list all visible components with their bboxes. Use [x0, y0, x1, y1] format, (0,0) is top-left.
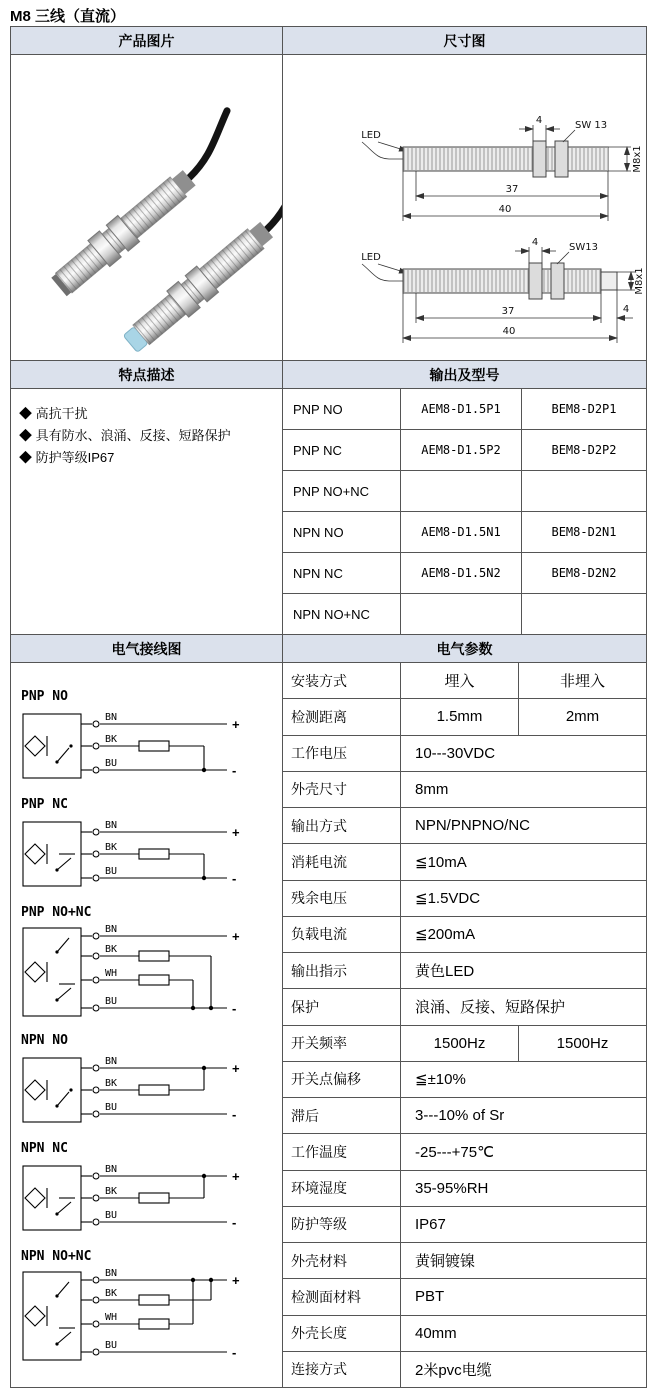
output-type: NPN NO: [283, 512, 401, 552]
param-row: [283, 1243, 646, 1279]
page-title: M8 三线（直流）: [10, 8, 126, 25]
features-models-row: [11, 389, 646, 635]
wiring-schematic: [21, 814, 256, 898]
param-label: 负载电流: [283, 917, 401, 952]
wiring-title: NPN NC: [21, 1141, 68, 1156]
feature-item: ◆ 防护等级IP67: [19, 449, 115, 465]
dimension-drawing: [283, 55, 646, 360]
param-label: 消耗电流: [283, 844, 401, 879]
wiring-schematic: [21, 706, 256, 790]
param-row: [283, 808, 646, 844]
wire-label: BK: [105, 1288, 118, 1299]
wire-label: BN: [105, 924, 118, 935]
plus-terminal: +: [232, 825, 240, 840]
led-label: LED: [361, 130, 381, 141]
param-label: 外壳尺寸: [283, 772, 401, 807]
param-row: [283, 844, 646, 880]
wiring-diagrams: [11, 663, 283, 1387]
models-table: [283, 389, 646, 634]
param-label: 滞后: [283, 1098, 401, 1133]
param-label: 外壳长度: [283, 1316, 401, 1351]
dimension-header: 尺寸图: [283, 27, 646, 54]
wiring-title: NPN NO+NC: [21, 1249, 92, 1264]
output-type: NPN NC: [283, 553, 401, 593]
param-label: 保护: [283, 989, 401, 1024]
param-row: [283, 1062, 646, 1098]
wire-label: BK: [105, 944, 118, 955]
dim-4-tip-label: 4: [622, 304, 630, 315]
plus-terminal: +: [232, 929, 240, 944]
wire-label: BN: [105, 712, 118, 723]
wiring-diagram-pnp-no-nc: [21, 905, 282, 1026]
wire-label: BK: [105, 734, 118, 745]
nonflush-model: BEM8-D2N1: [551, 525, 617, 539]
header-row-3: [11, 635, 646, 663]
params-cell: [283, 663, 646, 1387]
param-label: 外壳材料: [283, 1243, 401, 1278]
wiring-title: PNP NO: [21, 689, 68, 704]
minus-terminal: -: [232, 871, 237, 886]
param-value: 35-95%RH: [415, 1179, 489, 1197]
param-label: 环境湿度: [283, 1171, 401, 1206]
param-value-nonflush: 1500Hz: [556, 1034, 609, 1052]
header-row-1: [11, 27, 646, 55]
dim-37-label: 37: [505, 184, 519, 195]
param-value: ≦10mA: [415, 853, 467, 871]
wiring-title: NPN NO: [21, 1033, 68, 1048]
wiring-diagram-pnp-nc: [21, 797, 282, 898]
model-row: [283, 471, 646, 512]
flush-model: [401, 471, 522, 511]
wire-label: BN: [105, 820, 118, 831]
param-label: 检测距离: [283, 699, 401, 734]
flush-model: AEM8-D1.5P1: [401, 389, 522, 429]
wiring-schematic: [21, 922, 256, 1026]
param-value: 8mm: [415, 780, 449, 798]
wire-label: BK: [105, 842, 118, 853]
wire-label: BU: [105, 866, 118, 877]
plus-terminal: +: [232, 1273, 240, 1288]
param-row: [283, 1207, 646, 1243]
wire-label: BU: [105, 1340, 118, 1351]
param-row: [283, 736, 646, 772]
wiring-diagram-pnp-no: [21, 689, 282, 790]
param-label: 工作电压: [283, 736, 401, 771]
output-type: PNP NO+NC: [283, 471, 401, 511]
product-image-header: 产品图片: [11, 27, 283, 54]
param-row: [283, 1026, 646, 1062]
cable: [249, 159, 283, 229]
output-type: PNP NC: [283, 430, 401, 470]
param-value: ≦±10%: [415, 1071, 466, 1089]
minus-terminal: -: [232, 1001, 237, 1016]
param-value: 40mm: [415, 1324, 457, 1342]
param-label: 输出指示: [283, 953, 401, 988]
sw13-label: SW 13: [575, 120, 608, 131]
param-label: 开关频率: [283, 1026, 401, 1061]
param-value: ≦1.5VDC: [415, 890, 481, 908]
dim-4-label: 4: [531, 237, 539, 248]
param-row: [283, 1171, 646, 1207]
wiring-schematic: [21, 1266, 256, 1370]
wire-label: BN: [105, 1268, 118, 1279]
m8x1-label: M8x1: [632, 145, 643, 173]
param-value: IP67: [415, 1215, 446, 1233]
flush-dimension-drawing: [361, 115, 643, 221]
wire-label: BK: [105, 1186, 118, 1197]
wire-label: BN: [105, 1164, 118, 1175]
param-row: [283, 1352, 646, 1387]
wire-label: BN: [105, 1056, 118, 1067]
model-row: [283, 430, 646, 471]
nonflush-model: [522, 471, 646, 511]
minus-terminal: -: [232, 1345, 237, 1360]
param-label: 防护等级: [283, 1207, 401, 1242]
nonflush-model: BEM8-D2P2: [551, 443, 617, 457]
dim-4-label: 4: [535, 115, 543, 126]
wiring-diagram-npn-no-nc: [21, 1249, 282, 1370]
dim-40-label: 40: [498, 204, 512, 215]
param-row: [283, 1134, 646, 1170]
param-value: 黄色LED: [415, 963, 475, 981]
dim-40-label: 40: [502, 326, 516, 337]
param-value: 3---10% of Sr: [415, 1107, 505, 1125]
param-row: [283, 989, 646, 1025]
wire-label: BU: [105, 758, 118, 769]
m8x1-label: M8x1: [634, 267, 645, 295]
minus-terminal: -: [232, 1215, 237, 1230]
param-row: [283, 772, 646, 808]
model-row: [283, 594, 646, 634]
wiring-schematic: [21, 1158, 256, 1242]
param-row: [283, 1316, 646, 1352]
param-row: [283, 1098, 646, 1134]
param-value: ≦200mA: [415, 926, 476, 944]
param-row: [283, 917, 646, 953]
param-label: 工作温度: [283, 1134, 401, 1169]
param-row: [283, 953, 646, 989]
wiring-schematic: [21, 1050, 256, 1134]
wiring-diagram-npn-no: [21, 1033, 282, 1134]
param-label: 开关点偏移: [283, 1062, 401, 1097]
flush-model: AEM8-D1.5N1: [401, 512, 522, 552]
wire-label: BU: [105, 1102, 118, 1113]
output-type: PNP NO: [283, 389, 401, 429]
wire-label: BK: [105, 1078, 118, 1089]
flush-model: [401, 594, 522, 634]
wire-label: BU: [105, 1210, 118, 1221]
output-type: NPN NO+NC: [283, 594, 401, 634]
product-photo-cell: [11, 55, 283, 360]
param-row: [283, 881, 646, 917]
wire-label: BU: [105, 996, 118, 1007]
plus-terminal: +: [232, 1061, 240, 1076]
feature-item: ◆ 高抗干扰: [19, 406, 88, 421]
model-row: [283, 389, 646, 430]
wiring-params-row: [11, 663, 646, 1387]
flush-model: AEM8-D1.5P2: [401, 430, 522, 470]
image-dimension-row: [11, 55, 646, 361]
param-label: 安装方式: [283, 663, 401, 698]
product-photo: [11, 55, 283, 360]
minus-terminal: -: [232, 1107, 237, 1122]
param-value-nonflush: 2mm: [565, 708, 600, 726]
param-value: 2米pvc电缆: [415, 1361, 492, 1379]
features-header: 特点描述: [11, 361, 283, 388]
datasheet-table: [10, 26, 647, 1388]
wire-label: WH: [105, 968, 118, 979]
model-row: [283, 553, 646, 594]
param-value: 浪涌、反接、短路保护: [415, 999, 566, 1017]
flush-model: AEM8-D1.5N2: [401, 553, 522, 593]
param-row: [283, 699, 646, 735]
feature-item: ◆ 具有防水、浪涌、反接、短路保护: [19, 427, 231, 443]
plus-terminal: +: [232, 717, 240, 732]
features-list: [11, 389, 283, 634]
wiring-diagram-npn-nc: [21, 1141, 282, 1242]
param-row: [283, 663, 646, 699]
output-models-header: 输出及型号: [283, 361, 646, 388]
nonflush-model: BEM8-D2N2: [551, 566, 617, 580]
models-cell: [283, 389, 646, 634]
wiring-header: 电气接线图: [11, 635, 283, 662]
nonflush-model: [522, 594, 646, 634]
param-value-flush: 1500Hz: [401, 1026, 519, 1061]
nonflush-dimension-drawing: [361, 237, 645, 343]
header-row-2: [11, 361, 646, 389]
electrical-params-header: 电气参数: [283, 635, 646, 662]
param-value: 10---30VDC: [415, 744, 496, 762]
dim-37-label: 37: [501, 306, 515, 317]
led-label: LED: [361, 252, 381, 263]
param-value: PBT: [415, 1288, 445, 1306]
sw13-label: SW13: [569, 242, 598, 253]
param-value: NPN/PNPNO/NC: [415, 817, 531, 835]
nonflush-model: BEM8-D2P1: [551, 402, 617, 416]
minus-terminal: -: [232, 763, 237, 778]
dimension-cell: [283, 55, 646, 360]
param-value: -25---+75℃: [415, 1143, 494, 1161]
wiring-title: PNP NO+NC: [21, 905, 92, 920]
param-label: 残余电压: [283, 881, 401, 916]
wiring-title: PNP NC: [21, 797, 68, 812]
param-label: 连接方式: [283, 1352, 401, 1387]
param-value-flush: 埋入: [401, 663, 519, 698]
param-value-flush: 1.5mm: [401, 699, 519, 734]
model-row: [283, 512, 646, 553]
wire-label: WH: [105, 1312, 118, 1323]
sensor-nonflush: [112, 159, 283, 357]
param-value: 黄铜镀镍: [415, 1253, 476, 1271]
param-row: [283, 1279, 646, 1315]
param-value-nonflush: 非埋入: [559, 673, 605, 691]
param-label: 输出方式: [283, 808, 401, 843]
cable: [172, 111, 245, 178]
params-table: [283, 663, 646, 1387]
param-label: 检测面材料: [283, 1279, 401, 1314]
plus-terminal: +: [232, 1169, 240, 1184]
